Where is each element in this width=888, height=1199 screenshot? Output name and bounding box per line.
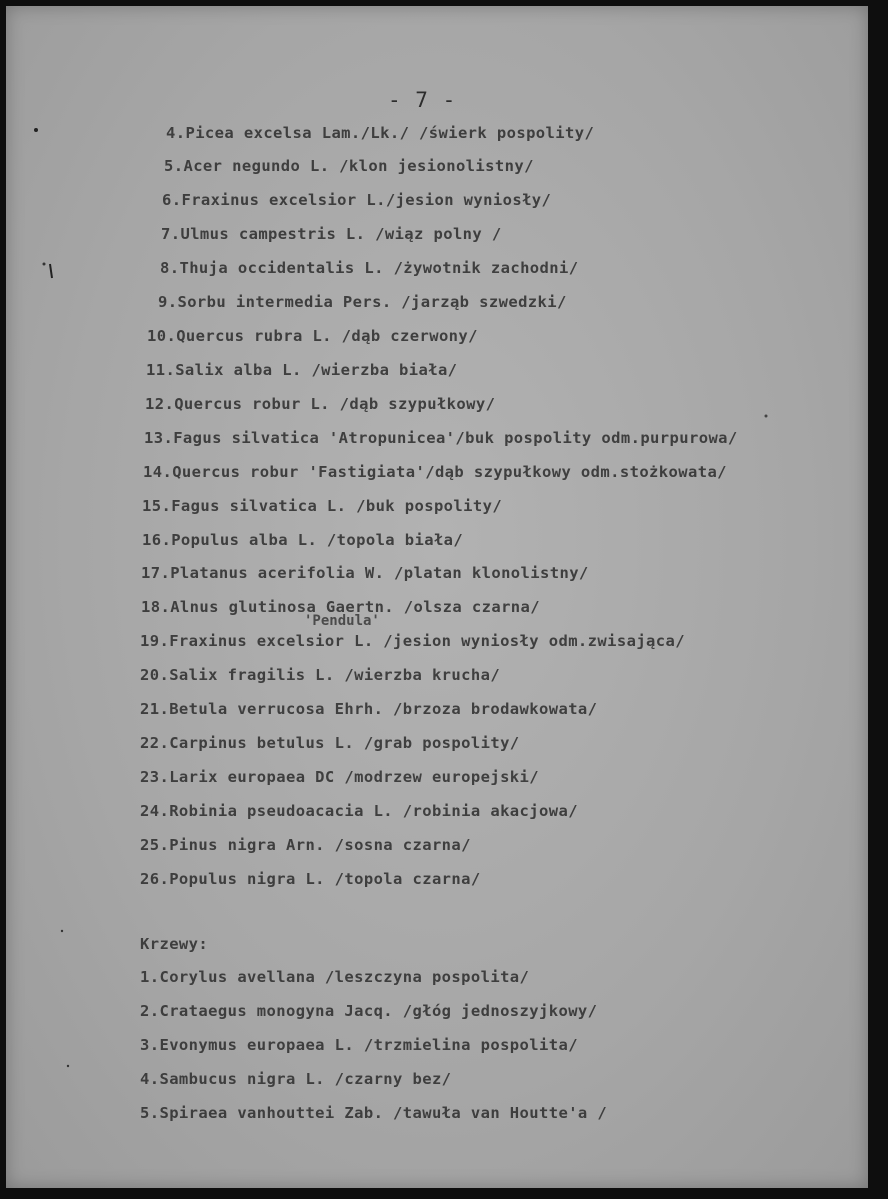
list-item: 15.Fagus silvatica L. /buk pospolity/ [142,497,503,515]
document-page [6,6,868,1188]
list-item: 11.Salix alba L. /wierzba biała/ [146,361,458,379]
list-item: 6.Fraxinus excelsior L./jesion wyniosły/ [162,191,552,209]
list-item: 1.Corylus avellana /leszczyna pospolita/ [140,968,530,986]
list-item: 4.Sambucus nigra L. /czarny bez/ [140,1070,452,1088]
list-item: 21.Betula verrucosa Ehrh. /brzoza brodawkowata/ [140,700,598,718]
list-item: 19.Fraxinus excelsior L. /jesion wyniosły odm.zwisająca/ [140,632,685,650]
list-item: 3.Evonymus europaea L. /trzmielina pospolita/ [140,1036,578,1054]
list-item: 13.Fagus silvatica 'Atropunicea'/buk pospolity odm.purpurowa/ [144,429,738,447]
variety-annotation: 'Pendula' [304,613,380,629]
list-item: 22.Carpinus betulus L. /grab pospolity/ [140,734,520,752]
list-item: 5.Spiraea vanhouttei Zab. /tawuła van Houtte'a / [140,1104,608,1122]
list-item: 14.Quercus robur 'Fastigiata'/dąb szypułkowy odm.stożkowata/ [143,463,727,481]
shrubs-heading: Krzewy: [140,935,209,953]
list-item: 9.Sorbu intermedia Pers. /jarząb szwedzki/ [158,293,567,311]
list-item: 24.Robinia pseudoacacia L. /robinia akacjowa/ [140,802,578,820]
list-item: 17.Platanus acerifolia W. /platan klonolistny/ [141,564,589,582]
paper-specks [6,6,868,1188]
page-number: - 7 - [388,88,457,112]
list-item: 5.Acer negundo L. /klon jesionolistny/ [164,157,534,175]
list-item: 7.Ulmus campestris L. /wiąz polny / [161,225,502,243]
list-item: 2.Crataegus monogyna Jacq. /głóg jednoszyjkowy/ [140,1002,598,1020]
list-item: 25.Pinus nigra Arn. /sosna czarna/ [140,836,471,854]
list-item: 8.Thuja occidentalis L. /żywotnik zachodni/ [160,259,579,277]
list-item: 16.Populus alba L. /topola biała/ [142,531,464,549]
list-item: 23.Larix europaea DC /modrzew europejski/ [140,768,540,786]
list-item: 18.Alnus glutinosa Gaertn. /olsza czarna/ [141,598,541,616]
list-item: 12.Quercus robur L. /dąb szypułkowy/ [145,395,496,413]
list-item: 10.Quercus rubra L. /dąb czerwony/ [147,327,478,345]
list-item: 4.Picea excelsa Lam./Lk./ /świerk pospolity/ [166,124,595,142]
list-item: 26.Populus nigra L. /topola czarna/ [140,870,481,888]
list-item: 20.Salix fragilis L. /wierzba krucha/ [140,666,501,684]
